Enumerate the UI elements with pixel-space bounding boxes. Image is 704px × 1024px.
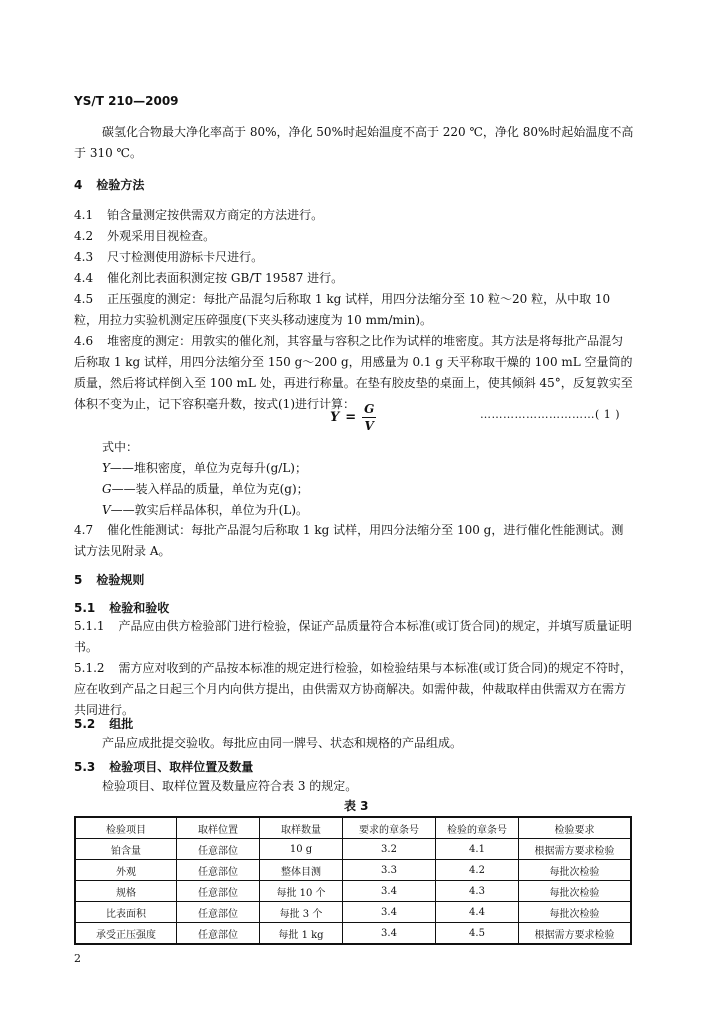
formula-numerator: G [364,402,375,416]
table-cell: 根据需方要求检验 [519,839,632,860]
where-item-v: V——敦实后样品体积，单位为升(L)。 [102,503,309,517]
table-cell: 4.4 [436,902,519,923]
item-4-1: 4.1 铂含量测定按供需双方商定的方法进行。 [74,208,324,222]
item-5-1-2: 5.1.2 需方应对收到的产品按本标准的规定进行检验，如检验结果与本标准(或订货合同)的规定不符时，应在收到产品之日起三个月内向供方提出，由供需双方协商解决。如需仲裁，仲裁取样由供需双方在需方共同进行。 [74,661,632,717]
item-4-5: 4.5 正压强度的测定：每批产品混匀后称取 1 kg 试样，用四分法缩分至 10 粒～20 粒，从中取 10 粒，用拉力实验机测定压碎强度(下夹头移动速度为 10 mm/min)。 [74,292,611,327]
item-5-1-1: 5.1.1 产品应由供方检验部门进行检验，保证产品质量符合本标准(或订货合同)的规定，并填写质量证明书。 [74,619,632,654]
where-item-g: G——装入样品的质量，单位为克(g)； [102,482,309,496]
table-cell: 3.4 [343,902,436,923]
section-4-number: 4 [74,178,83,192]
table-cell: 每批次检验 [519,881,632,902]
table-cell: 4.1 [436,839,519,860]
table-row [75,881,631,902]
section-5-3-heading: 5.3 检验项目、取样位置及数量 [74,760,254,774]
item-4-6: 4.6 堆密度的测定：用敦实的催化剂，其容量与容积之比作为试样的堆密度。其方法是将每批产品混匀后称取 1 kg 试样，用四分法缩分至 150 g～200 g，用感量为 0.1 g 天平称取干燥的 100 mL 空量筒的质量，然后将试样倒入至 100 mL 处，再进行称量。在垫有胶皮垫的桌面上，使其倾斜 45°，反复敦实至体积不变为止，记下容积毫升数，按式(1)进行计算： [74,334,633,411]
table-3-title: 表 3 [344,799,369,813]
table-header-cell: 检验的章条号 [436,817,519,839]
table-cell: 每批次检验 [519,902,632,923]
standard-code: YS/T 210—2009 [74,94,179,108]
table-cell: 3.4 [343,881,436,902]
table-cell: 每批 1 kg [260,923,343,945]
item-4-2: 4.2 外观采用目视检查。 [74,229,216,243]
table-cell: 3.4 [343,923,436,945]
table-header-cell: 检验要求 [519,817,632,839]
where-item-y: Y——堆积密度，单位为克每升(g/L)； [102,461,307,475]
formula-lhs: Y [330,410,340,425]
table-cell: 3.2 [343,839,436,860]
table-cell: 每批 3 个 [260,902,343,923]
table-cell: 任意部位 [177,923,260,945]
table-row [75,839,631,860]
table-cell: 4.5 [436,923,519,945]
table-cell: 每批次检验 [519,860,632,881]
table-cell: 4.2 [436,860,519,881]
table-cell: 承受正压强度 [75,923,177,945]
table-header-cell: 检验项目 [75,817,177,839]
table-header-row [75,817,631,839]
table-cell: 3.3 [343,860,436,881]
section-5-2-text: 产品应成批提交验收。每批应由同一牌号、状态和规格的产品组成。 [102,736,463,750]
table-cell: 任意部位 [177,839,260,860]
formula-equals: = [345,410,357,425]
table-row [75,902,631,923]
table-header-cell: 取样数量 [260,817,343,839]
section-5-title: 检验规则 [96,573,145,587]
formula-number: …………………………( 1 ) [480,408,621,421]
formula-fraction [362,402,376,433]
section-4-heading [74,177,144,193]
table-cell: 10 g [260,839,343,860]
table-header-cell: 取样位置 [177,817,260,839]
section-5-2-heading: 5.2 组批 [74,717,134,731]
item-4-3: 4.3 尺寸检测使用游标卡尺进行。 [74,250,264,264]
table-cell: 每批 10 个 [260,881,343,902]
fraction-bar [362,417,376,418]
formula-1 [330,402,376,433]
table-cell: 任意部位 [177,881,260,902]
table-cell: 任意部位 [177,860,260,881]
section-5-number: 5 [74,573,83,587]
table-cell: 4.3 [436,881,519,902]
table-cell: 根据需方要求检验 [519,923,632,945]
table-cell: 外观 [75,860,177,881]
intro-paragraph: 碳氢化合物最大净化率高于 80%，净化 50%时起始温度不高于 220 ℃，净化 80%时起始温度不高于 310 ℃。 [74,125,634,160]
page-number: 2 [74,952,81,965]
section-5-1-heading: 5.1 检验和验收 [74,601,170,615]
section-4-title: 检验方法 [96,178,145,192]
table-header-cell: 要求的章条号 [343,817,436,839]
table-cell: 任意部位 [177,902,260,923]
table-cell: 整体目测 [260,860,343,881]
table-cell: 铂含量 [75,839,177,860]
formula-denominator: V [364,419,374,433]
table-cell: 比表面积 [75,902,177,923]
section-5-3-text: 检验项目、取样位置及数量应符合表 3 的规定。 [102,779,358,793]
table-cell: 规格 [75,881,177,902]
table-row [75,860,631,881]
section-5-heading [74,572,144,588]
item-4-4: 4.4 催化剂比表面积测定按 GB/T 19587 进行。 [74,271,344,285]
table-row [75,923,631,945]
item-4-7: 4.7 催化性能测试：每批产品混匀后称取 1 kg 试样，用四分法缩分至 100 g，进行催化性能测试。测试方法见附录 A。 [74,523,624,558]
where-label: 式中： [102,440,139,454]
table-3 [74,816,632,945]
